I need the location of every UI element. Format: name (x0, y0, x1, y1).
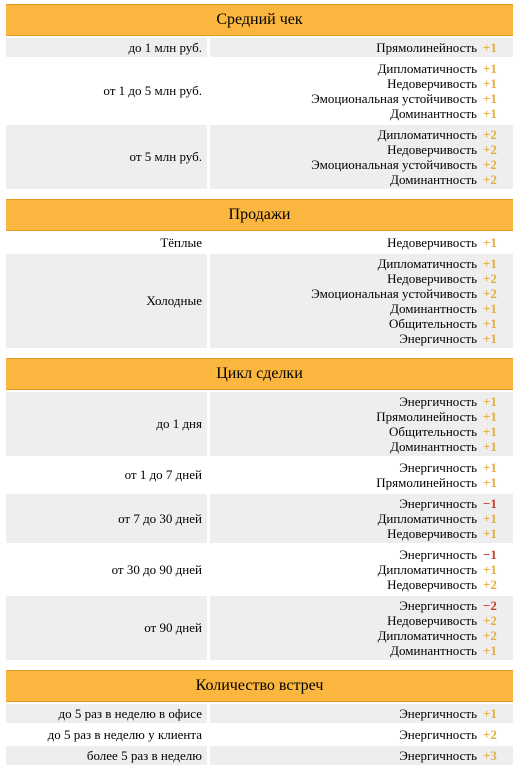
trait-delta: +2 (483, 286, 497, 301)
trait-delta: +1 (483, 562, 497, 577)
trait-list (210, 233, 513, 252)
table-row (6, 458, 513, 492)
trait-list (210, 545, 513, 594)
trait-item (210, 61, 513, 76)
table-row (6, 596, 513, 660)
trait-item (210, 286, 513, 301)
trait-list (210, 458, 513, 492)
trait-delta: +1 (483, 475, 497, 490)
table-row (6, 38, 513, 57)
trait-name: Энергичность (399, 598, 477, 613)
condition-label: Холодные (6, 254, 207, 348)
trait-item (210, 496, 513, 511)
trait-delta: +1 (483, 316, 497, 331)
condition-label: от 30 до 90 дней (6, 545, 207, 594)
trait-modifiers-table (0, 4, 519, 771)
trait-delta: +2 (483, 628, 497, 643)
section (0, 199, 519, 354)
trait-delta: −2 (483, 598, 497, 613)
trait-item (210, 301, 513, 316)
trait-item (210, 256, 513, 271)
trait-delta: +1 (483, 61, 497, 76)
table-row (6, 545, 513, 594)
trait-item (210, 235, 513, 250)
trait-delta: +1 (483, 526, 497, 541)
trait-item (210, 424, 513, 439)
trait-name: Дипломатичность (377, 511, 477, 526)
trait-item (210, 706, 513, 721)
trait-delta: +1 (483, 511, 497, 526)
trait-item (210, 613, 513, 628)
trait-item (210, 331, 513, 346)
trait-name: Общительность (389, 316, 477, 331)
trait-delta: +1 (483, 409, 497, 424)
section-title: Средний чек (6, 4, 513, 36)
trait-item (210, 172, 513, 187)
condition-label: от 7 до 30 дней (6, 494, 207, 543)
trait-list (210, 596, 513, 660)
trait-name: Прямолинейность (376, 475, 477, 490)
trait-name: Энергичность (399, 460, 477, 475)
trait-delta: +2 (483, 613, 497, 628)
trait-name: Недоверчивость (387, 235, 477, 250)
trait-item (210, 547, 513, 562)
trait-delta: +1 (483, 256, 497, 271)
trait-name: Дипломатичность (377, 61, 477, 76)
trait-item (210, 439, 513, 454)
condition-label: до 5 раз в неделю в офисе (6, 704, 207, 723)
trait-name: Эмоциональная устойчивость (311, 157, 477, 172)
trait-delta: +2 (483, 127, 497, 142)
trait-item (210, 562, 513, 577)
table-row (6, 392, 513, 456)
trait-delta: +1 (483, 394, 497, 409)
condition-label: до 1 млн руб. (6, 38, 207, 57)
trait-delta: +1 (483, 76, 497, 91)
trait-item (210, 142, 513, 157)
trait-name: Недоверчивость (387, 613, 477, 628)
trait-name: Энергичность (399, 748, 477, 763)
trait-name: Энергичность (399, 727, 477, 742)
trait-delta: +1 (483, 331, 497, 346)
trait-delta: +1 (483, 706, 497, 721)
trait-delta: +1 (483, 424, 497, 439)
trait-item (210, 91, 513, 106)
trait-item (210, 316, 513, 331)
trait-delta: +2 (483, 271, 497, 286)
trait-list (210, 494, 513, 543)
trait-item (210, 271, 513, 286)
trait-name: Общительность (389, 424, 477, 439)
trait-item (210, 460, 513, 475)
trait-list (210, 38, 513, 57)
trait-name: Недоверчивость (387, 271, 477, 286)
trait-item (210, 598, 513, 613)
trait-delta: +1 (483, 106, 497, 121)
table-row (6, 746, 513, 765)
trait-name: Доминантность (390, 439, 477, 454)
trait-item (210, 526, 513, 541)
trait-name: Энергичность (399, 547, 477, 562)
trait-item (210, 727, 513, 742)
trait-delta: +2 (483, 157, 497, 172)
trait-delta: +1 (483, 91, 497, 106)
trait-delta: +2 (483, 577, 497, 592)
section-spacer (0, 189, 519, 195)
trait-name: Прямолинейность (376, 40, 477, 55)
trait-item (210, 643, 513, 658)
trait-name: Энергичность (399, 706, 477, 721)
trait-delta: −1 (483, 496, 497, 511)
trait-delta: +1 (483, 40, 497, 55)
table-row (6, 725, 513, 744)
trait-delta: +2 (483, 142, 497, 157)
trait-name: Дипломатичность (377, 127, 477, 142)
trait-delta: +1 (483, 235, 497, 250)
trait-item (210, 127, 513, 142)
trait-delta: +3 (483, 748, 497, 763)
section-spacer (0, 660, 519, 666)
trait-name: Недоверчивость (387, 142, 477, 157)
section-spacer (0, 348, 519, 354)
condition-label: более 5 раз в неделю (6, 746, 207, 765)
section (0, 358, 519, 666)
trait-name: Эмоциональная устойчивость (311, 91, 477, 106)
table-row (6, 233, 513, 252)
trait-item (210, 511, 513, 526)
trait-item (210, 748, 513, 763)
trait-name: Дипломатичность (377, 256, 477, 271)
condition-label: Тёплые (6, 233, 207, 252)
trait-name: Энергичность (399, 331, 477, 346)
trait-delta: +1 (483, 439, 497, 454)
section (0, 670, 519, 771)
condition-label: от 1 до 7 дней (6, 458, 207, 492)
trait-item (210, 76, 513, 91)
trait-list (210, 59, 513, 123)
trait-list (210, 125, 513, 189)
trait-name: Дипломатичность (377, 628, 477, 643)
trait-list (210, 725, 513, 744)
section-title: Продажи (6, 199, 513, 231)
trait-list (210, 704, 513, 723)
trait-list (210, 254, 513, 348)
trait-delta: −1 (483, 547, 497, 562)
trait-name: Доминантность (390, 106, 477, 121)
trait-item (210, 628, 513, 643)
section-spacer (0, 765, 519, 771)
trait-item (210, 157, 513, 172)
trait-delta: +1 (483, 301, 497, 316)
trait-delta: +2 (483, 172, 497, 187)
trait-name: Прямолинейность (376, 409, 477, 424)
trait-item (210, 409, 513, 424)
trait-list (210, 392, 513, 456)
section-title: Цикл сделки (6, 358, 513, 390)
trait-name: Доминантность (390, 172, 477, 187)
trait-list (210, 746, 513, 765)
trait-item (210, 394, 513, 409)
trait-delta: +1 (483, 460, 497, 475)
table-row (6, 125, 513, 189)
condition-label: от 90 дней (6, 596, 207, 660)
trait-name: Дипломатичность (377, 562, 477, 577)
table-row (6, 254, 513, 348)
table-row (6, 59, 513, 123)
section (0, 4, 519, 195)
trait-name: Доминантность (390, 301, 477, 316)
trait-name: Недоверчивость (387, 526, 477, 541)
trait-name: Энергичность (399, 496, 477, 511)
condition-label: от 1 до 5 млн руб. (6, 59, 207, 123)
table-row (6, 494, 513, 543)
trait-item (210, 106, 513, 121)
trait-name: Недоверчивость (387, 577, 477, 592)
section-title: Количество встреч (6, 670, 513, 702)
trait-item (210, 40, 513, 55)
condition-label: от 5 млн руб. (6, 125, 207, 189)
table-row (6, 704, 513, 723)
trait-name: Эмоциональная устойчивость (311, 286, 477, 301)
condition-label: до 1 дня (6, 392, 207, 456)
trait-name: Доминантность (390, 643, 477, 658)
trait-name: Недоверчивость (387, 76, 477, 91)
trait-item (210, 577, 513, 592)
trait-name: Энергичность (399, 394, 477, 409)
trait-delta: +2 (483, 727, 497, 742)
trait-item (210, 475, 513, 490)
trait-delta: +1 (483, 643, 497, 658)
condition-label: до 5 раз в неделю у клиента (6, 725, 207, 744)
